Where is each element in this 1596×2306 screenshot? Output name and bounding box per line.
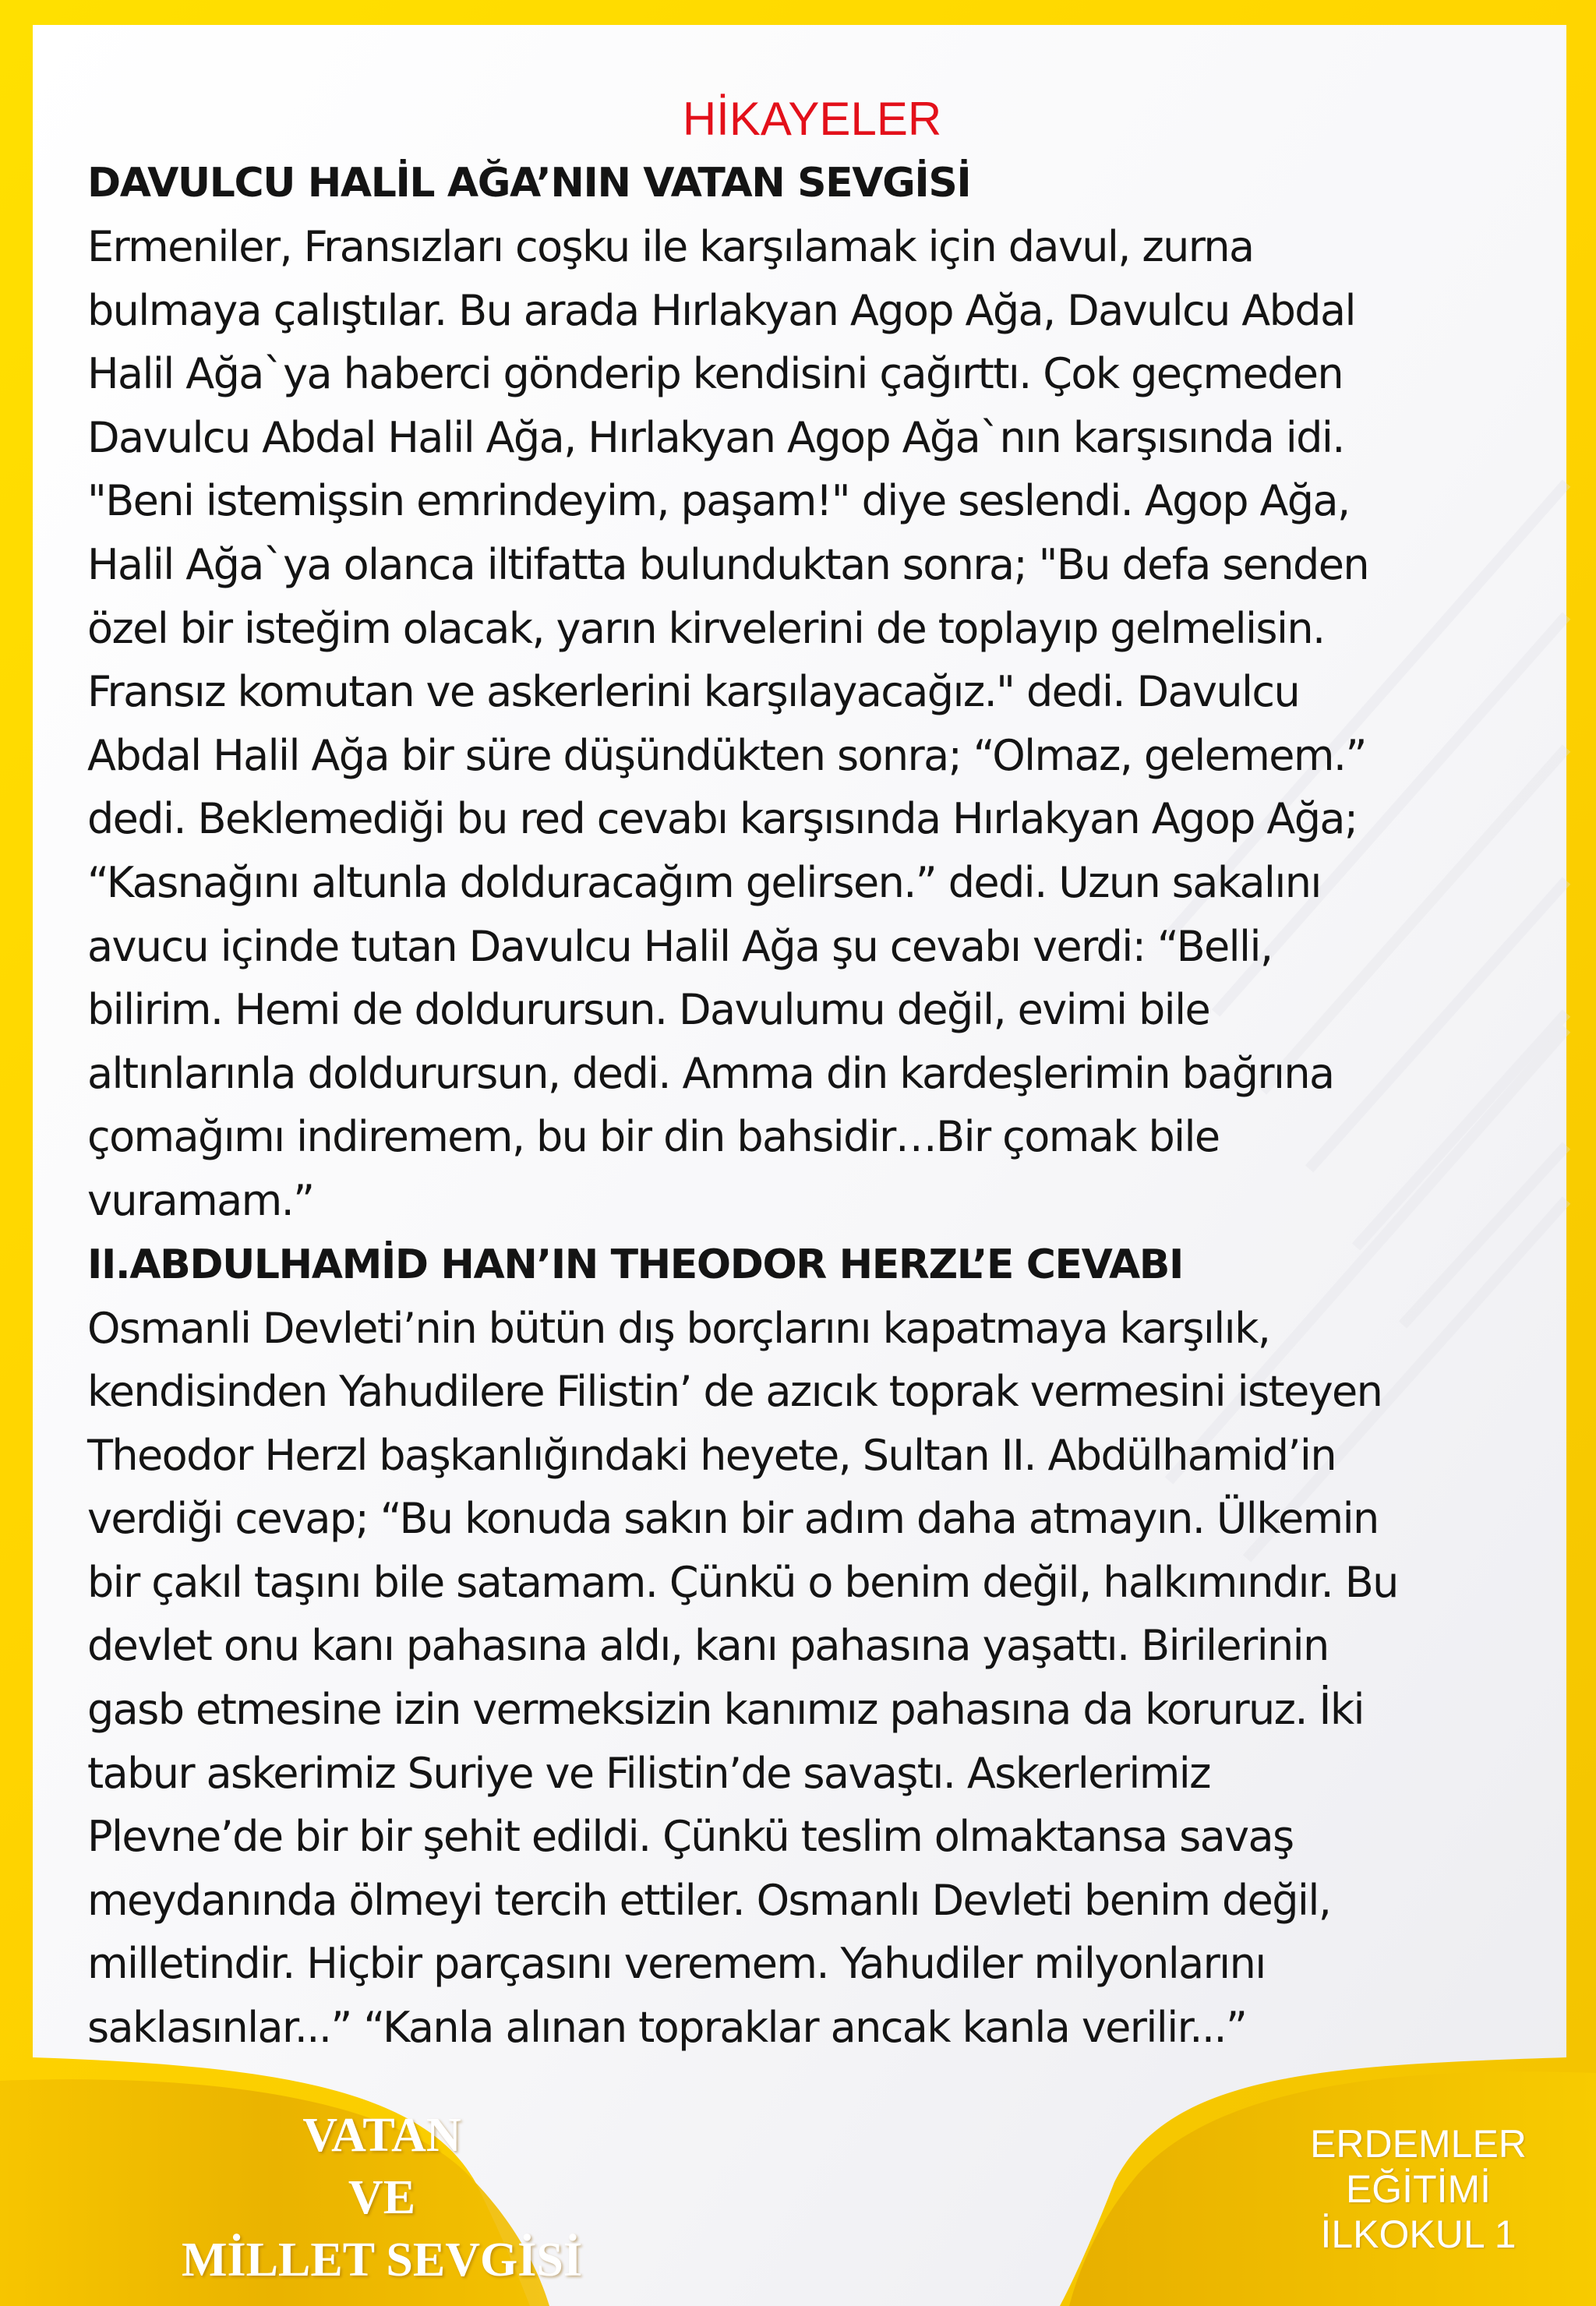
story-line: altınlarınla doldurursun, dedi. Amma din kardeşlerimin bağrına <box>87 1048 1334 1098</box>
story-line: bulmaya çalıştılar. Bu arada Hırlakyan Agop Ağa, Davulcu Abdal <box>87 285 1355 335</box>
footer-theme-title <box>132 2104 631 2291</box>
text-content <box>87 87 1537 2060</box>
story-line: Osmanli Devleti’nin bütün dış borçlarını kapatmaya karşılık, <box>87 1303 1270 1353</box>
footer-program-line: EĞİTİMİ <box>1345 2167 1492 2211</box>
footer-theme-line: VE <box>348 2171 416 2224</box>
footer-theme-line: MİLLET SEVGİSİ <box>181 2234 582 2287</box>
story-line: milletindir. Hiçbir parçasını veremem. Yahudiler milyonlarını <box>87 1939 1266 1989</box>
story-line: gasb etmesine izin vermeksizin kanımız pahasına da koruruz. İki <box>87 1685 1364 1735</box>
story-line: Ermeniler, Fransızları coşku ile karşılamak için davul, zurna <box>87 222 1254 271</box>
story-line: çomağımı indiremem, bu bir din bahsidir…Bir çomak bile <box>87 1112 1220 1162</box>
footer-program-line: İLKOKUL 1 <box>1320 2212 1517 2256</box>
story-line: Halil Ağa`ya haberci gönderip kendisini çağırttı. Çok geçmeden <box>87 349 1344 399</box>
story-title-davulcu: DAVULCU HALİL AĞA’NIN VATAN SEVGİSİ <box>87 160 971 207</box>
footer-program-label <box>1278 2121 1559 2257</box>
story-line: devlet onu kanı pahasına aldı, kanı pahasına yaşattı. Birilerinin <box>87 1621 1329 1671</box>
story-line: verdiği cevap; “Bu konuda sakın bir adım daha atmayın. Ülkemin <box>87 1494 1379 1544</box>
story-line: kendisinden Yahudilere Filistin’ de azıcık toprak vermesini isteyen <box>87 1367 1382 1417</box>
story-line: bir çakıl taşını bile satamam. Çünkü o benim değil, halkımındır. Bu <box>87 1557 1398 1607</box>
story-line: vuramam.” <box>87 1175 314 1225</box>
story-line: tabur askerimiz Suriye ve Filistin’de savaştı. Askerlerimiz <box>87 1748 1210 1798</box>
footer-program-line: ERDEMLER <box>1310 2122 1527 2166</box>
story-line: Davulcu Abdal Halil Ağa, Hırlakyan Agop Ağa`nın karşısında idi. <box>87 412 1344 462</box>
footer-theme-line: VATAN <box>302 2109 461 2162</box>
story-body-davulcu <box>87 215 1537 1233</box>
story-line: özel bir isteğim olacak, yarın kirvelerini de toplayıp gelmelisin. <box>87 603 1325 653</box>
story-body-abdulhamid <box>87 1297 1537 2060</box>
story-line: meydanında ölmeyi tercih ettiler. Osmanlı Devleti benim değil, <box>87 1875 1331 1925</box>
story-line: "Beni istemişsin emrindeyim, paşam!" diye seslendi. Agop Ağa, <box>87 476 1350 526</box>
story-line: avucu içinde tutan Davulcu Halil Ağa şu cevabı verdi: “Belli, <box>87 921 1273 971</box>
story-line: Plevne’de bir bir şehit edildi. Çünkü teslim olmaktansa savaş <box>87 1812 1294 1862</box>
section-label-hikayeler: HİKAYELER <box>682 93 942 145</box>
story-title-abdulhamid: II.ABDULHAMİD HAN’IN THEODOR HERZL’E CEVABI <box>87 1241 1183 1288</box>
story-line: Theodor Herzl başkanlığındaki heyete, Sultan II. Abdülhamid’in <box>87 1430 1336 1480</box>
story-line: Halil Ağa`ya olanca iltifatta bulunduktan sonra; "Bu defa senden <box>87 539 1368 589</box>
story-line: bilirim. Hemi de doldurursun. Davulumu değil, evimi bile <box>87 985 1210 1035</box>
story-line: Abdal Halil Ağa bir süre düşündükten sonra; “Olmaz, gelemem.” <box>87 730 1366 780</box>
story-line: saklasınlar...” “Kanla alınan topraklar ancak kanla verilir...” <box>87 2003 1247 2053</box>
story-line: “Kasnağını altunla dolduracağım gelirsen.” dedi. Uzun sakalını <box>87 857 1321 907</box>
story-line: dedi. Beklemediği bu red cevabı karşısında Hırlakyan Agop Ağa; <box>87 794 1358 844</box>
story-line: Fransız komutan ve askerlerini karşılayacağız." dedi. Davulcu <box>87 667 1300 717</box>
